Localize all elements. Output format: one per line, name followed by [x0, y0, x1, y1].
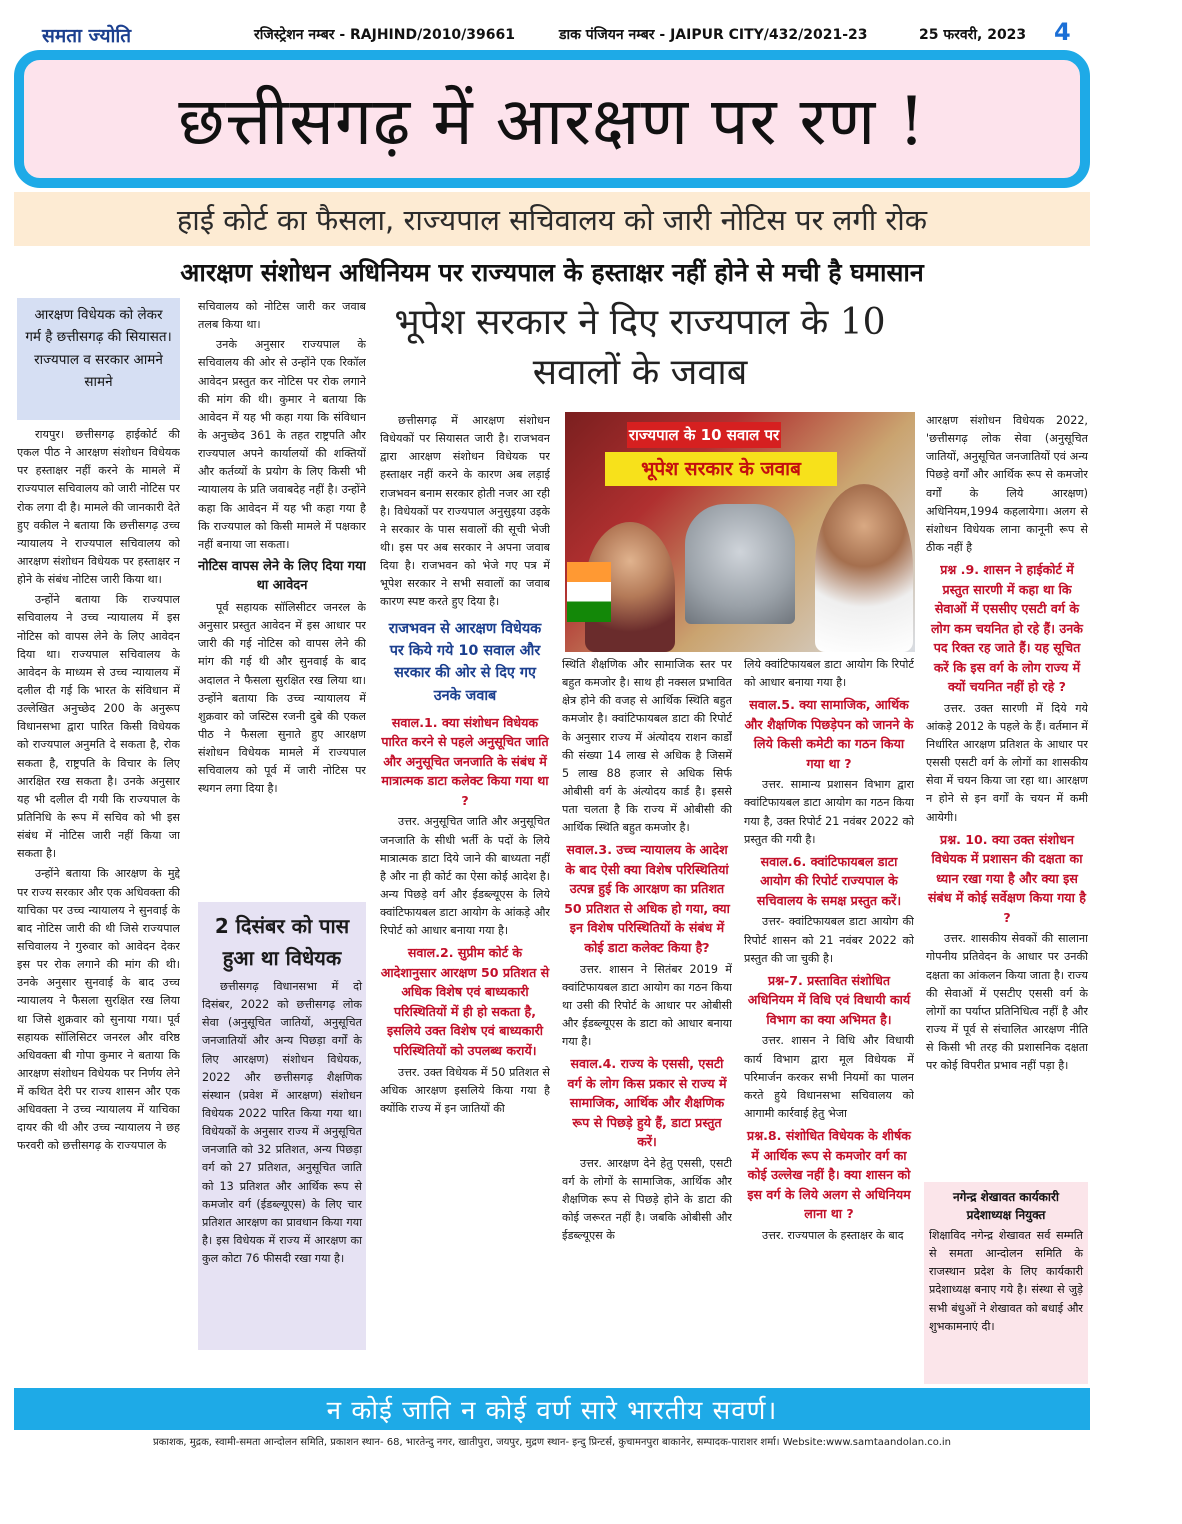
chief-minister-photo — [815, 484, 913, 652]
appointment-body: शिक्षाविद नगेन्द्र शेखावत सर्व सम्मति से समता आन्दोलन समिति के राजस्थान प्रदेश के लिए कार्यकारी प्रदेशाध्यक्ष बनाए गये है। संस्था से जुड़े सभी बंधुओं ने शेखावत को बधाई और शुभकामनाएं दी। — [929, 1229, 1083, 1333]
answer-9: उत्तर. उक्त सारणी में दिये गये आंकड़े 2012 के पहले के हैं। वर्तमान में निर्धारित आरक्षण प्रतिशत के आधार पर एससी एसटी वर्ग के लोगों का शासकीय सेवा में चयन किया जा रहा था। आरक्षण न होने से इन वर्गों के चयन में कमी आयेगी। — [926, 701, 1088, 824]
question-3: सवाल.3. उच्च न्यायालय के आदेश के बाद ऐसी क्या विशेष परिस्थितियां उत्पन्न हुई कि आरक्षण का प्रतिशत 50 प्रतिशत से अधिक हो गया, क्या इन विशेष परिस्थितियों के संबंध में कोई डाटा कलेक्ट किया है? — [564, 842, 730, 955]
imprint-line: प्रकाशक, मुद्रक, स्वामी-समता आन्दोलन समिति, प्रकाशन स्थान- 68, भारतेन्दु नगर, खातीपुरा, जयपुर, मुद्रण स्थान- इन्दु प्रिन्टर्स, कुचामनपुरा बाकानेर, सम्पादक-पाराशर शर्मा। Website:www.samtaandolan.co.in — [152, 1437, 952, 1448]
question-2: सवाल.2. सुप्रीम कोर्ट के आदेशानुसार आरक्षण 50 प्रतिशत से अधिक विशेष एवं बाध्यकारी परिस्थितियों में ही हो सकता है, इसलिये उक्त विशेष एवं बाध्यकारी परिस्थितियों को उपलब्ध करायें। — [380, 945, 550, 1058]
article-column-6 — [926, 412, 1088, 1176]
article-column-3 — [380, 412, 550, 1352]
question-6: सवाल.6. क्वांटिफायबल डाटा आयोग की रिपोर्ट राज्यपाल के सचिवालय के समक्ष प्रस्तुत करें। — [756, 853, 902, 908]
answer-1: उत्तर. अनुसूचित जाति और अनुसूचित जनजाति के सीधी भर्ती के पदों के लिये मात्रात्मक डाटा दिये जाने की बाध्यता नहीं है और ना ही कोर्ट का ऐसा कोई आदेश है। अन्य पिछड़े वर्ग और ईडब्ल्यूएस के लिये क्वांटिफायबल डाटा आयोग के आंकड़े और रिपोर्ट को आधार बनाया गया है। — [380, 815, 550, 938]
india-flag — [567, 562, 611, 622]
answer-2: उत्तर. उक्त विधेयक में 50 प्रतिशत से अधिक आरक्षण इसलिये किया गया है क्योंकि राज्य में इन जातियों की — [380, 1065, 550, 1115]
question-9: प्रश्न .9. शासन ने हाईकोर्ट में प्रस्तुत सारणी में कहा था कि सेवाओं में एससीए एसटी वर्ग के लोग कम चयनित हो रहे हैं। उनके पद रिक्त रह जाते हैं। यह सूचित करें कि इस वर्ग के लोग राज्य में क्यों चयनित नहीं हो रहे ? — [931, 562, 1083, 695]
paragraph: पूर्व सहायक सॉलिसीटर जनरल के अनुसार प्रस्तुत आवेदन में इस आधार पर जारी की गई नोटिस को वापस लेने की मांग की गई थी और सुनवाई के बाद अदालत ने फैसला सुरक्षित रख लिया था। उन्होंने बताया कि उच्च न्यायालय में शुक्रवार को जस्टिस रजनी दुबे की एकल पीठ ने फैसला सुनाते हुए आरक्षण संशोधन विधेयक मामले में राज्यपाल सचिवालय को पूर्व में जारी नोटिस पर स्थगन लगा दिया है। — [198, 600, 366, 796]
qa-headline: भूपेश सरकार ने दिए राज्यपाल के 10 सवालों के जवाब — [394, 302, 886, 394]
footer-slogan: न कोई जाति न कोई वर्ण सारे भारतीय सवर्ण। — [14, 1388, 1090, 1430]
answer-7: उत्तर. शासन ने विधि और विधायी कार्य विभाग द्वारा मूल विधेयक में परिमार्जन करकर सभी नियमों का पालन करते हुये विधानसभा सचिवालय को आगामी कार्रवाई हेतु भेजा — [744, 1034, 914, 1120]
photo-banner-top: राज्यपाल के 10 सवाल पर — [627, 422, 781, 448]
page-number: 4 — [1054, 18, 1071, 46]
photo-banner-main: भूपेश सरकार के जवाब — [605, 452, 837, 486]
answer-4: उत्तर. आरक्षण देने हेतु एससी, एसटी वर्ग के लोगों के सामाजिक, आर्थिक और शैक्षणिक रूप से पिछड़े होने के डाटा की कोई जरूरत नहीं है। जबकि ओबीसी और ईडब्ल्यूएस के — [562, 1156, 732, 1243]
strapline: आरक्षण संशोधन अधिनियम पर राज्यपाल के हस्ताक्षर नहीं होने से मची है घमासान — [180, 258, 924, 287]
intro-box: आरक्षण विधेयक को लेकर गर्म है छत्तीसगढ़ की सियासत। राज्यपाल व सरकार आमने सामने — [17, 298, 180, 420]
answer-5: उत्तर. सामान्य प्रशासन विभाग द्वारा क्वांटिफायबल डाटा आयोग का गठन किया गया है, उक्त रिपोर्ट 21 नवंबर 2022 को प्रस्तुत की गयी है। — [744, 778, 914, 846]
masthead-bar — [14, 18, 1168, 48]
question-10: प्रश्न. 10. क्या उक्त संशोधन विधेयक में प्रशासन की दक्षता का ध्यान रखा गया है और क्या इस संबंध में कोई सर्वेक्षण किया गया है ? — [928, 831, 1086, 925]
paragraph: छत्तीसगढ़ विधानसभा में दो दिसंबर, 2022 को छत्तीसगढ़ लोक सेवा (अनुसूचित जातियों, अनुसूचित जनजातियों और अन्य पिछड़ा वर्गों के लिए आरक्षण) संशोधन विधेयक, 2022 और छत्तीसगढ़ शैक्षणिक संस्थान (प्रवेश में आरक्षण) संशोधन विधेयक 2022 पारित किया गया था। विधेयकों के अनुसार राज्य में अनुसूचित जनजाति को 32 प्रतिशत, अन्य पिछड़ा वर्ग को 27 प्रतिशत, अनुसूचित जाति को 13 प्रतिशत और आर्थिक रूप से कमजोर वर्ग (ईडब्ल्यूएस) के लिए चार प्रतिशत आरक्षण का प्रावधान किया गया है। इस विधेयक में राज्य में आरक्षण का कुल कोटा 76 फीसदी रखा गया है। — [202, 980, 362, 1266]
paragraph: आरक्षण संशोधन विधेयक 2022, 'छत्तीसगढ़ लोक सेवा (अनुसूचित जातियों, अनुसूचित जनजातियों एवं अन्य पिछड़े वर्गों और आर्थिक रूप से कमजोर वर्गों के लिये आरक्षण) अधिनियम,1994 कहलायेगा। अलग से संशोधन विधेयक लाना कानूनी रूप से ठीक नहीं है — [926, 414, 1088, 554]
paragraph: उन्होंने बताया कि राज्यपाल सचिवालय ने उच्च न्यायालय में इस नोटिस को वापस लेने के लिए आवेदन दिया था। राज्यपाल सचिवालय के आवेदन के माध्यम से उच्च न्यायालय में दलील दी गई कि भारत के संविधान में उल्लेखित अनुच्छेद 200 के अनुरूप विधानसभा द्वारा पारित किसी विधेयक को राज्यपाल अनुमति दे सकता है, रोक सकता है, राष्ट्रपति के विचार के लिए आरक्षित रख सकता है। उनके अनुसार यह भी दलील दी गयी कि राज्यपाल के प्रतिनिधि के रूप में सचिव को भी इस संबंध में नोटिस जारी नहीं किया जा सकता है। — [17, 593, 180, 861]
paragraph: लिये क्वांटिफायबल डाटा आयोग कि रिपोर्ट को आधार बनाया गया है। — [744, 658, 914, 690]
paragraph: छत्तीसगढ़ में आरक्षण संशोधन विधेयकों पर सियासत जारी है। राजभवन द्वारा आरक्षण संशोधन विधेयक पर हस्ताक्षर नहीं करने के कारण अब लड़ाई राजभवन बनाम सरकार होती नजर आ रही है। विधेयकों पर राज्यपाल अनुसुइया उइके ने सरकार के पास सवालों की सूची भेजी थी। इस पर अब सरकार ने अपना जवाब दिया है। राजभवन को भेजे गए पत्र में भूपेश सरकार ने सभी सवालों का जवाब कारण स्पष्ट करते हुए दिया है। — [380, 414, 550, 609]
issue-date: 25 फरवरी, 2023 — [919, 27, 1027, 43]
question-1: सवाल.1. क्या संशोधन विधेयक पारित करने से पहले अनुसूचित जाति और अनुसूचित जनजाति के संबंध में मात्रात्मक डाटा कलेक्ट किया गया था ? — [381, 714, 549, 808]
bill-passed-head: 2 दिसंबर को पास हुआ था विधेयक — [214, 914, 350, 970]
main-headline: छत्तीसगढ़ में आरक्षण पर रण ! — [178, 83, 926, 160]
answer-3: उत्तर. शासन ने सितंबर 2019 में क्वांटिफायबल डाटा आयोग का गठन किया था उसी की रिपोर्ट के आधार पर ओबीसी और ईडब्ल्यूएस के डाटा को आधार बनाया गया है। — [562, 962, 732, 1049]
paragraph: उन्होंने बताया कि आरक्षण के मुद्दे पर राज्य सरकार और एक अधिवक्ता की याचिका पर उच्च न्यायालय ने सुनवाई के बाद नोटिस जारी की थी जिसे राज्यपाल सचिवालय ने गुरुवार को आवेदन देकर इस पर रोक लगाने की मांग की थी। उनके अनुसार सुनवाई के बाद उच्च न्यायालय ने फैसला सुरक्षित रख लिया था जिसे शुक्रवार को सुनाया गया। पूर्व सहायक सॉलिसिटर जनरल और वरिष्ठ अधिवक्ता बी गोपा कुमार ने बताया कि आरक्षण संशोधन विधेयक पर निर्णय लेने में कथित देरी पर राज्य शासन और एक अधिवक्ता ने उच्च न्यायालय में याचिका दायर की थी और उच्च न्यायालय ने छह फरवरी को छत्तीसगढ़ के राज्यपाल के — [17, 867, 180, 1153]
section-subhead: नोटिस वापस लेने के लिए दिया गया था आवेदन — [198, 558, 366, 594]
question-4: सवाल.4. राज्य के एससी, एसटी वर्ग के लोग किस प्रकार से राज्य में सामाजिक, आर्थिक और शैक्षणिक रूप से पिछड़े हुये हैं, डाटा प्रस्तुत करें। — [567, 1056, 727, 1150]
lead-photo — [565, 412, 915, 652]
question-5: सवाल.5. क्या सामाजिक, आर्थिक और शैक्षणिक पिछड़ेपन को जानने के लिये किसी कमेटी का गठन किया गया था ? — [744, 697, 914, 771]
rajbhavan-head: राजभवन से आरक्षण विधेयक पर किये गये 10 सवाल और सरकार की ओर से दिए गए उनके जवाब — [388, 620, 542, 704]
subheadline: हाई कोर्ट का फैसला, राज्यपाल सचिवालय को जारी नोटिस पर लगी रोक — [14, 192, 1090, 246]
article-column-5 — [744, 656, 914, 1352]
appointment-notice — [924, 1182, 1088, 1384]
paragraph: उनके अनुसार राज्यपाल के सचिवालय की ओर से उन्होंने एक रिकॉल आवेदन प्रस्तुत कर नोटिस पर रोक लगाने की मांग की थी। कुमार ने बताया कि आवेदन में यह भी कहा गया कि संविधान के अनुच्छेद 361 के तहत राष्ट्रपति और राज्यपाल अपने कार्यालयों की शक्तियों और कर्तव्यों के प्रयोग के लिए किसी भी न्यायालय के प्रति जवाबदेह नहीं है। उन्होंने कहा कि आवेदन में यह भी कहा गया है कि राज्यपाल को किसी मामले में पक्षकार नहीं बनाया जा सकता। — [198, 338, 366, 551]
answer-6: उत्तर- क्वांटिफायबल डाटा आयोग की रिपोर्ट शासन को 21 नवंबर 2022 को प्रस्तुत की जा चुकी है। — [744, 915, 914, 965]
answer-10: उत्तर. शासकीय सेवकों की सालाना गोपनीय प्रतिवेदन के आधार पर उनकी दक्षता का आंकलन किया जाता है। राज्य की सेवाओं में एसटीए एससी वर्ग के लोगों का पर्याप्त प्रतिनिधित्व नहीं है और राज्य में पूर्व से संचालित आरक्षण नीति से किसी भी तरह की प्रशासनिक दक्षता पर कोई विपरीत प्रभाव नहीं पड़ा है। — [926, 932, 1088, 1073]
bill-passed-box — [198, 902, 366, 1350]
question-8: प्रश्न.8. संशोधित विधेयक के शीर्षक में आर्थिक रूप से कमजोर वर्ग का कोई उल्लेख नहीं है। क्या शासन को इस वर्ग के लिये अलग से अधिनियम लाना था ? — [747, 1128, 911, 1222]
article-column-1 — [17, 426, 180, 1386]
postal-registration: डाक पंजियन नम्बर - JAIPUR CITY/432/2021-23 — [559, 27, 868, 43]
emblem-icon — [685, 504, 795, 624]
answer-8: उत्तर. राज्यपाल के हस्ताक्षर के बाद — [762, 1228, 904, 1242]
article-column-4 — [562, 656, 732, 1352]
registration-number: रजिस्ट्रेशन नम्बर - RAJHIND/2010/39661 — [254, 27, 515, 43]
newspaper-brand: समता ज्योति — [42, 25, 132, 47]
article-column-2 — [198, 298, 366, 898]
paragraph: रायपुर। छत्तीसगढ़ हाईकोर्ट की एकल पीठ ने आरक्षण संशोधन विधेयक पर हस्ताक्षर नहीं करने के मामले में राज्यपाल सचिवालय को जारी नोटिस पर रोक लगा दी है। मामले की जानकारी देते हुए वकील ने बताया कि छत्तीसगढ़ उच्च न्यायालय ने राज्यपाल सचिवालय को आरक्षण संशोधन विधेयक पर हस्ताक्षर न होने के संबंध नोटिस जारी किया था। — [17, 428, 180, 587]
appointment-head: नगेन्द्र शेखावत कार्यकारी प्रदेशाध्यक्ष नियुक्त — [952, 1190, 1060, 1222]
paragraph: स्थिति शैक्षणिक और सामाजिक स्तर पर बहुत कमजोर है। साथ ही नक्सल प्रभावित क्षेत्र होने की वजह से आर्थिक स्थिति बहुत कमजोर है। क्वांटिफायबल डाटा की रिपोर्ट के अनुसार राज्य में अंत्योदय राशन कार्डों की संख्या 14 लाख से अधिक है जिसमें 5 लाख 88 हजार से अधिक सिर्फ ओबीसी वर्ग के अंत्योदय कार्ड है। इससे पता चलता है कि राज्य में ओबीसी की आर्थिक स्थिति बहुत कमजोर है। — [562, 658, 732, 835]
paragraph: सचिवालय को नोटिस जारी कर जवाब तलब किया था। — [198, 300, 366, 332]
question-7: प्रश्न-7. प्रस्तावित संशोधित अधिनियम में विधि एवं विधायी कार्य विभाग का क्या अभिमत है। — [747, 972, 911, 1027]
headline-box — [14, 50, 1090, 188]
